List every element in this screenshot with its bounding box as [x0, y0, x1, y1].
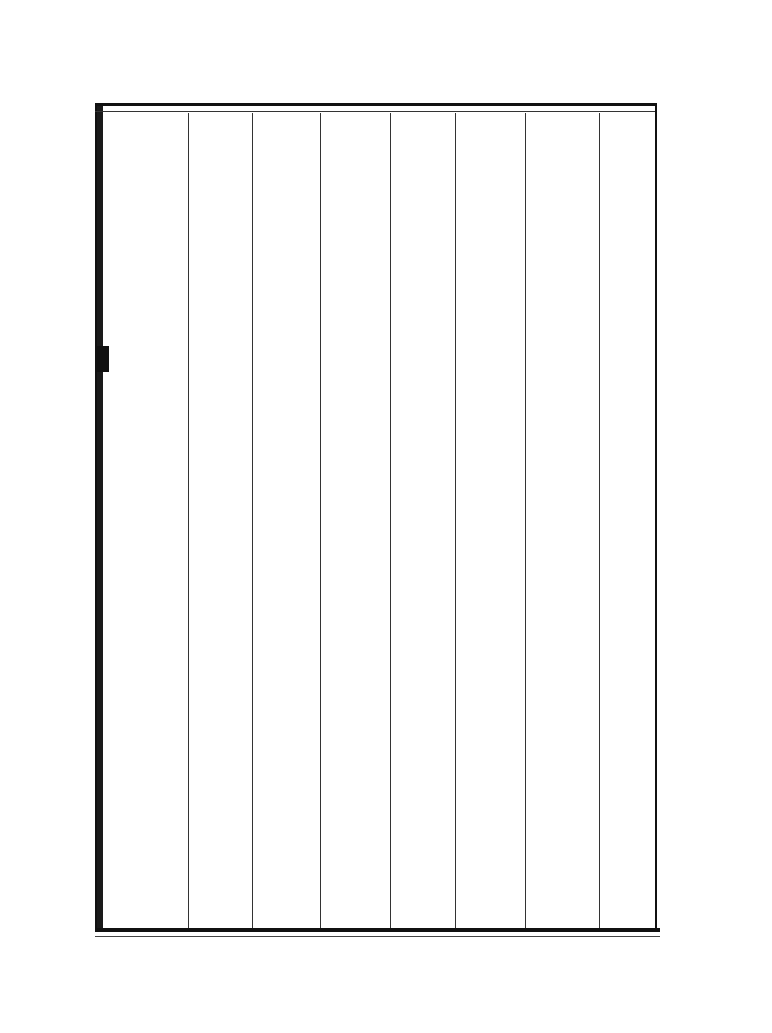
column-divider: [455, 113, 456, 928]
bottom-border-inner-rule: [95, 936, 660, 937]
text-column-2: [527, 114, 599, 926]
text-column-1: [604, 114, 654, 926]
text-column-8: [112, 114, 188, 926]
top-border-inner-rule: [95, 111, 655, 112]
poem-title-column: [258, 200, 318, 460]
text-column-3: [458, 114, 524, 926]
margin-page-number: [76, 770, 96, 800]
column-divider: [320, 113, 321, 928]
column-divider: [599, 113, 600, 928]
text-column-4: [393, 114, 455, 926]
column-divider: [188, 113, 189, 928]
bottom-border-rule: [95, 928, 660, 932]
fish-tail-mark: [95, 346, 109, 372]
margin-book-title: [70, 112, 96, 352]
top-border-rule: [95, 103, 655, 106]
text-column-7: [190, 114, 252, 926]
column-divider: [390, 113, 391, 928]
text-column-5: [323, 114, 389, 926]
column-divider: [525, 113, 526, 928]
frame-right-border: [655, 103, 657, 932]
column-divider: [252, 113, 253, 928]
margin-section-title: [74, 420, 94, 500]
